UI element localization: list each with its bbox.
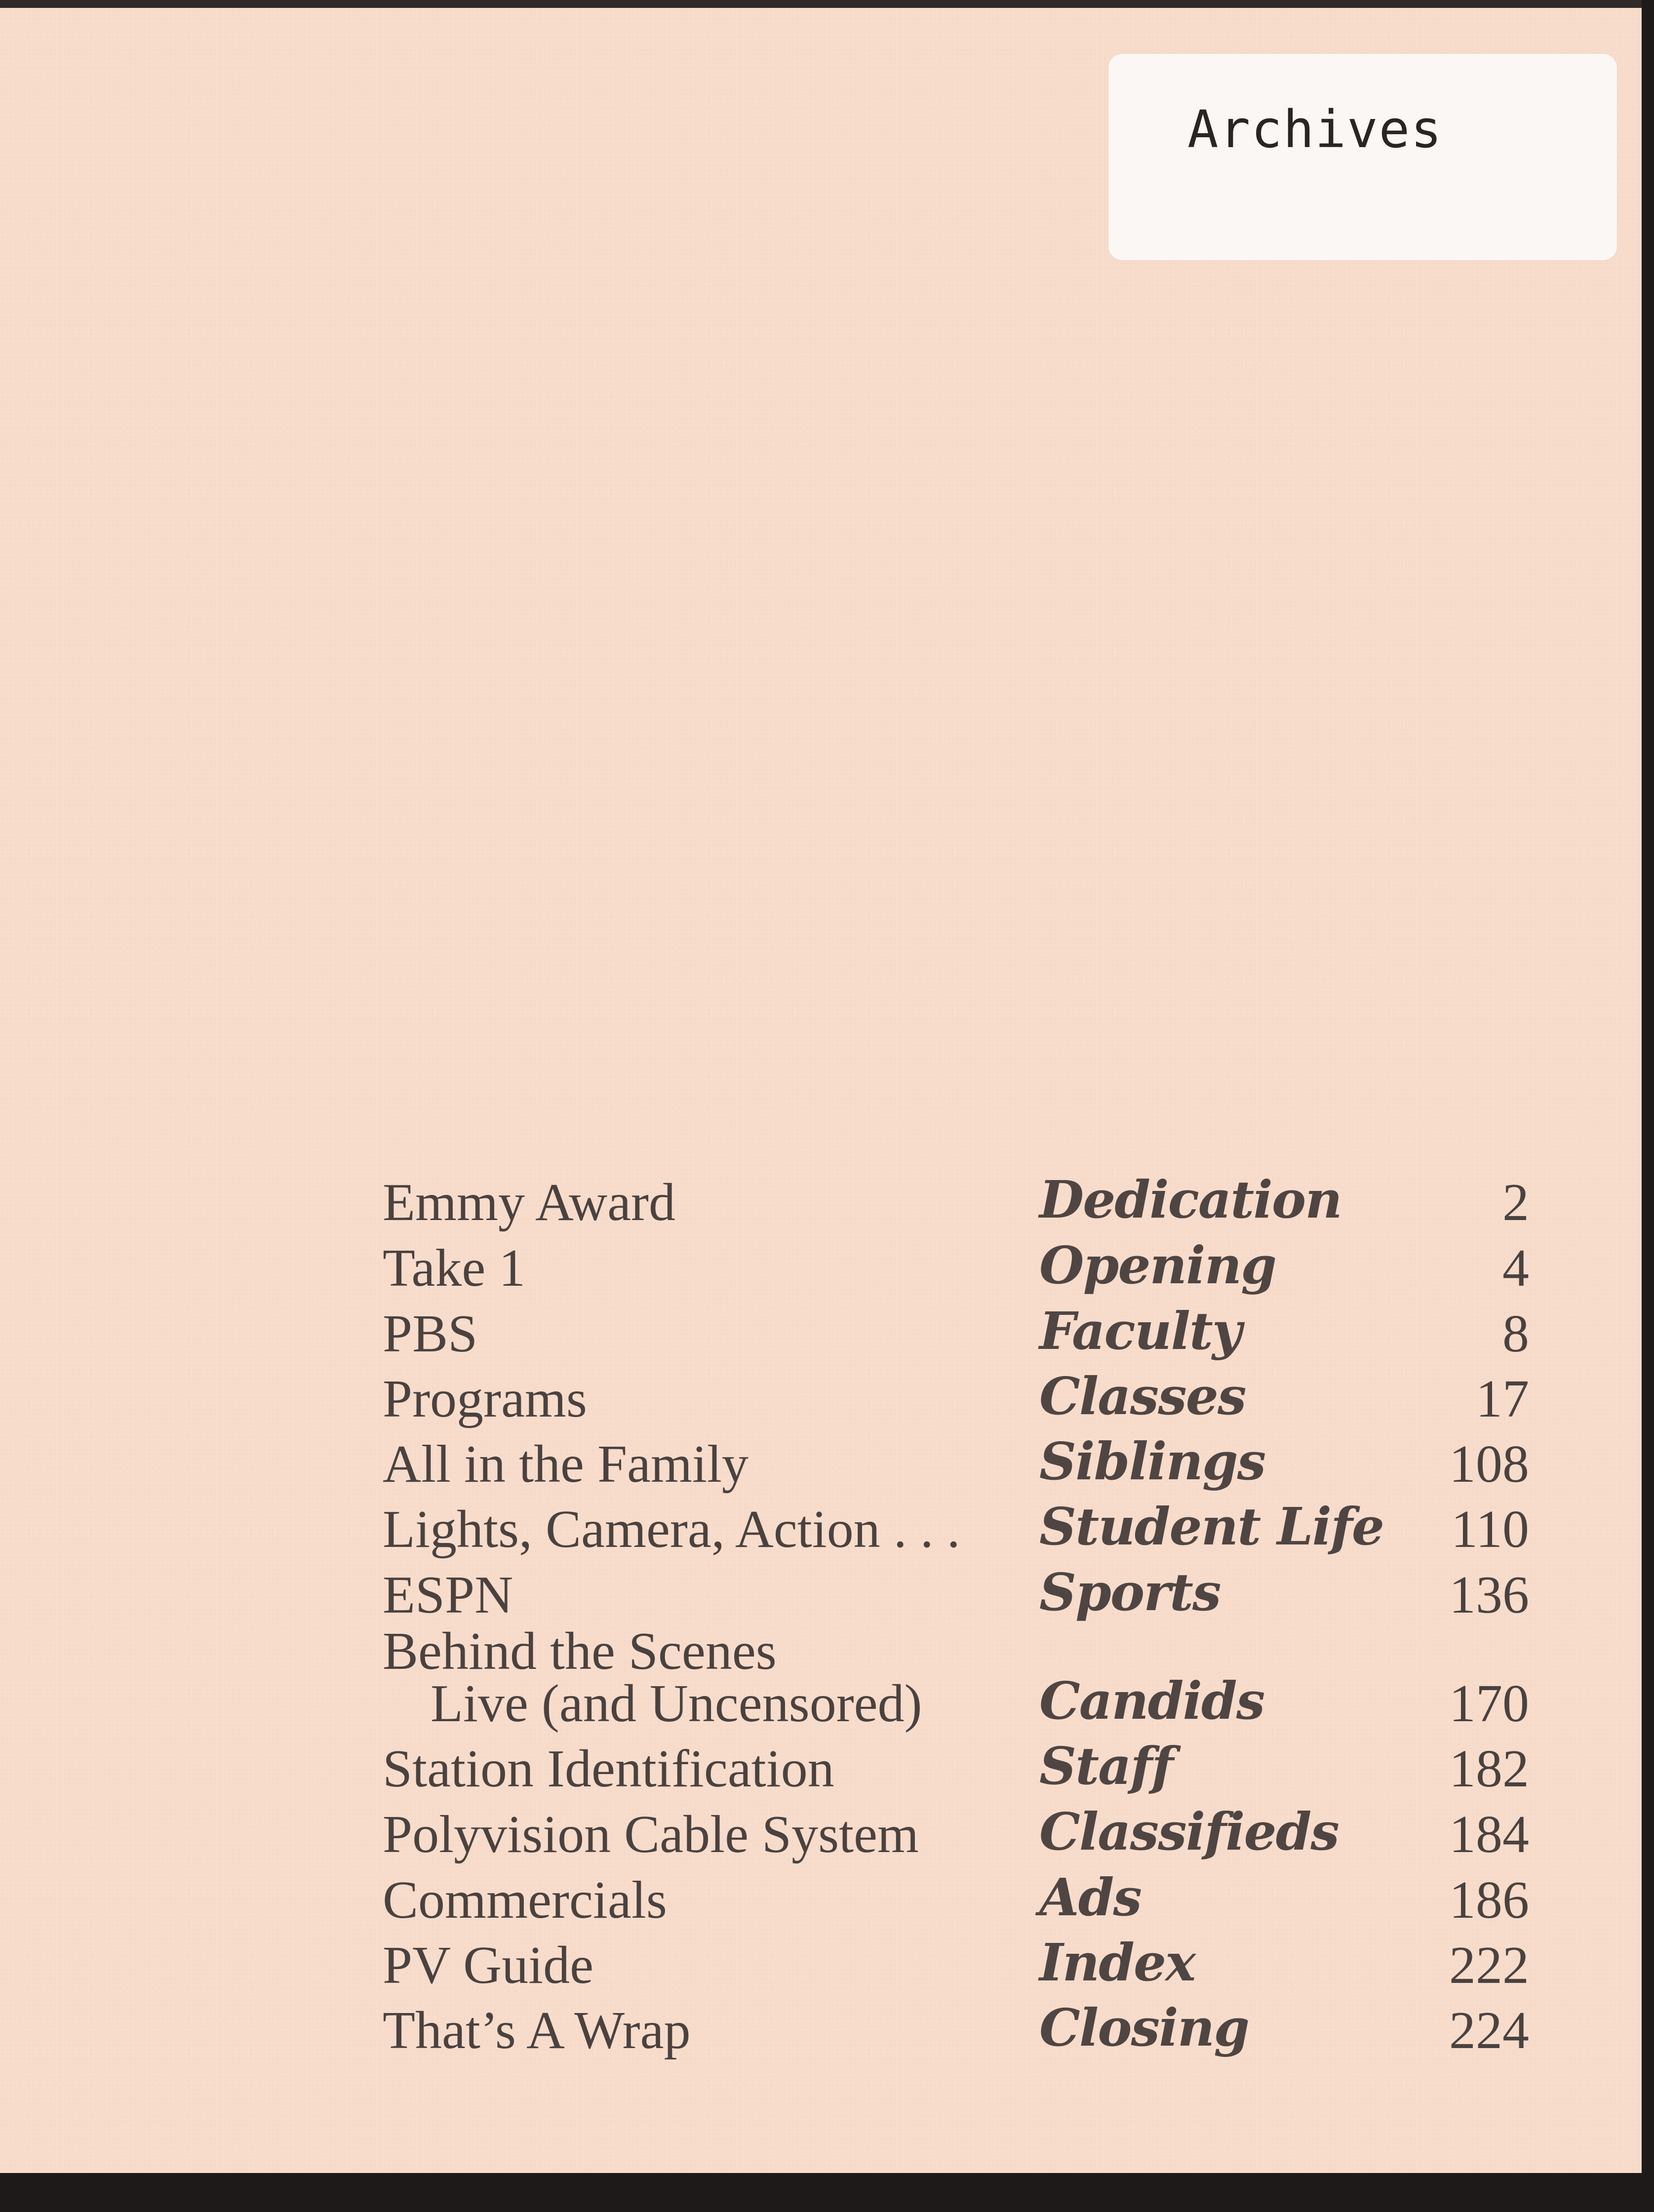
toc-section: Dedication bbox=[1039, 1169, 1341, 1230]
toc-page-number: 4 bbox=[1502, 1239, 1529, 1298]
toc-page-number: 108 bbox=[1449, 1435, 1529, 1494]
scan-edge-bottom bbox=[0, 2173, 1654, 2212]
toc-row bbox=[0, 1737, 1642, 1801]
archives-label-text: Archives bbox=[1187, 99, 1443, 159]
toc-title: ESPN bbox=[383, 1566, 513, 1624]
toc-row bbox=[0, 1672, 1642, 1736]
toc-title: Lights, Camera, Action . . . bbox=[383, 1500, 960, 1559]
toc-row bbox=[0, 1803, 1642, 1867]
toc-section: Opening bbox=[1039, 1235, 1276, 1296]
toc-page-number: 136 bbox=[1449, 1566, 1529, 1624]
toc-section: Faculty bbox=[1039, 1301, 1241, 1361]
toc-title: PV Guide bbox=[383, 1936, 594, 1995]
toc-title: Behind the Scenes bbox=[383, 1622, 777, 1681]
toc-row bbox=[0, 1498, 1642, 1562]
toc-title: Station Identification bbox=[383, 1739, 834, 1798]
toc-section: Student Life bbox=[1039, 1496, 1384, 1557]
toc-row bbox=[0, 1934, 1642, 1998]
toc-row bbox=[0, 1171, 1642, 1235]
toc-section: Classes bbox=[1039, 1366, 1246, 1426]
toc-title: PBS bbox=[383, 1304, 478, 1363]
toc-page-number: 222 bbox=[1449, 1936, 1529, 1995]
toc-title: Take 1 bbox=[383, 1239, 526, 1298]
toc-title: Emmy Award bbox=[383, 1173, 675, 1232]
toc-title: Programs bbox=[383, 1370, 587, 1428]
toc-title: That’s A Wrap bbox=[383, 2001, 691, 2060]
toc-row bbox=[0, 1302, 1642, 1366]
table-of-contents bbox=[0, 8, 1642, 2180]
toc-page-number: 184 bbox=[1449, 1805, 1529, 1864]
toc-section: Ads bbox=[1039, 1867, 1141, 1928]
toc-row bbox=[0, 1367, 1642, 1431]
toc-page-number: 17 bbox=[1476, 1370, 1529, 1428]
toc-page-number: 8 bbox=[1502, 1304, 1529, 1363]
toc-section: Siblings bbox=[1039, 1431, 1265, 1492]
toc-section: Classifieds bbox=[1039, 1801, 1339, 1862]
toc-page-number: 170 bbox=[1449, 1674, 1529, 1733]
toc-section: Candids bbox=[1039, 1670, 1264, 1731]
toc-section: Closing bbox=[1039, 1997, 1249, 2058]
toc-row bbox=[0, 1563, 1642, 1627]
toc-page-number: 2 bbox=[1502, 1173, 1529, 1232]
toc-page-number: 224 bbox=[1449, 2001, 1529, 2060]
toc-title: Polyvision Cable System bbox=[383, 1805, 919, 1864]
toc-row bbox=[0, 1432, 1642, 1497]
toc-row bbox=[0, 1236, 1642, 1301]
toc-page-number: 182 bbox=[1449, 1739, 1529, 1798]
toc-title: All in the Family bbox=[383, 1435, 748, 1494]
paper-sheet bbox=[0, 8, 1642, 2173]
toc-title-continued: Live (and Uncensored) bbox=[431, 1674, 922, 1733]
toc-section: Staff bbox=[1039, 1736, 1173, 1796]
toc-row bbox=[0, 1868, 1642, 1933]
toc-section: Index bbox=[1039, 1932, 1195, 1993]
toc-page-number: 186 bbox=[1449, 1871, 1529, 1930]
scan-edge-right bbox=[1642, 0, 1654, 2212]
toc-section: Sports bbox=[1039, 1562, 1221, 1622]
toc-page-number: 110 bbox=[1451, 1500, 1529, 1559]
toc-title: Commercials bbox=[383, 1871, 667, 1930]
toc-row bbox=[0, 1999, 1642, 2063]
